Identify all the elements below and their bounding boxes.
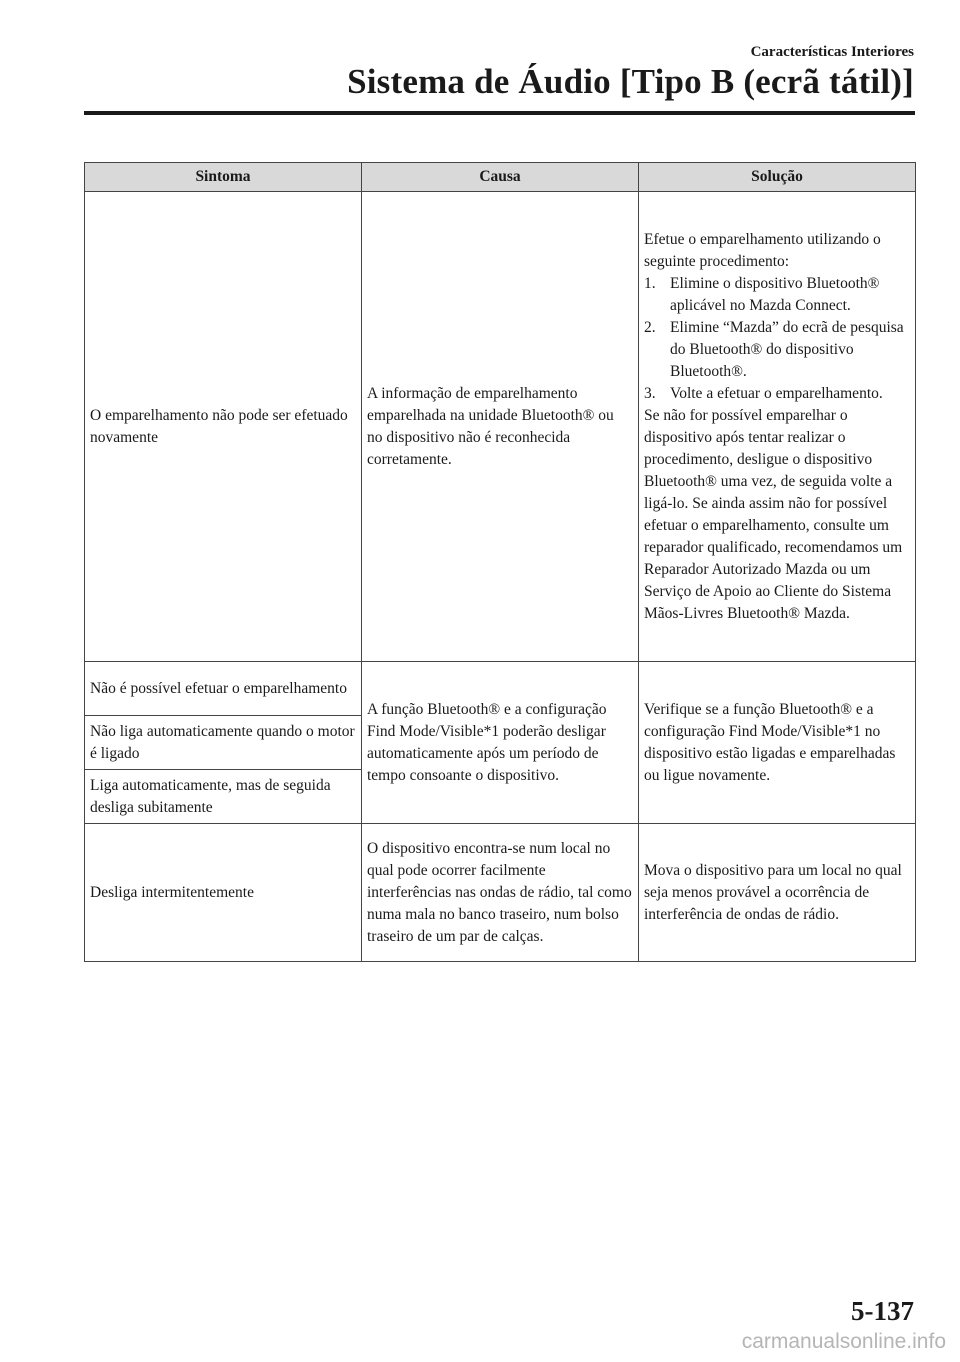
symptom-cell: Desliga intermitentemente	[85, 824, 362, 962]
table-row	[85, 662, 916, 716]
step-text: Volte a efetuar o emparelhamento.	[670, 384, 883, 402]
column-header-solution: Solução	[639, 163, 916, 192]
procedure-step	[644, 317, 910, 383]
table-row	[85, 192, 916, 662]
column-header-cause: Causa	[362, 163, 639, 192]
solution-cell: Mova o dispositivo para um local no qual seja menos provável a ocorrência de interferência de ondas de rádio.	[639, 824, 916, 962]
section-label: Características Interiores	[750, 44, 914, 60]
page-title: Sistema de Áudio [Tipo B (ecrã tátil)]	[347, 62, 914, 101]
step-number: 2.	[644, 318, 656, 336]
symptom-cell: O emparelhamento não pode ser efetuado novamente	[85, 192, 362, 662]
step-number: 1.	[644, 274, 656, 292]
solution-intro: Efetue o emparelhamento utilizando o seguinte procedimento:	[644, 230, 881, 270]
procedure-step	[644, 273, 910, 317]
step-text: Elimine o dispositivo Bluetooth® aplicável no Mazda Connect.	[670, 274, 880, 314]
solution-cell: Verifique se a função Bluetooth® e a configuração Find Mode/Visible*1 no dispositivo estão ligadas e emparelhadas ou ligue novamente.	[639, 662, 916, 824]
step-text: Elimine “Mazda” do ecrã de pesquisa do Bluetooth® do dispositivo Bluetooth®.	[670, 318, 904, 380]
page-number: 5-137	[851, 1296, 914, 1326]
cause-cell: A função Bluetooth® e a configuração Find Mode/Visible*1 poderão desligar automaticamente após um período de tempo consoante o dispositivo.	[362, 662, 639, 824]
header-divider	[84, 111, 915, 115]
watermark: carmanualsonline.info	[741, 1330, 946, 1353]
step-number: 3.	[644, 384, 656, 402]
table-header-row	[85, 163, 916, 192]
symptom-cell: Liga automaticamente, mas de seguida desliga subitamente	[85, 770, 362, 824]
solution-outro: Se não for possível emparelhar o dispositivo após tentar realizar o procedimento, desligue o dispositivo Bluetooth® uma vez, de seguida volte a ligá-lo. Se ainda assim não for possível efetuar o emparelhamento, consulte um reparador qualificado, recomendamos um Reparador Autorizado Mazda ou um Serviço de Apoio ao Cliente do Sistema Mãos-Livres Bluetooth® Mazda.	[644, 406, 903, 622]
cause-cell: A informação de emparelhamento emparelhada na unidade Bluetooth® ou no dispositivo não é reconhecida corretamente.	[362, 192, 639, 662]
solution-cell	[639, 192, 916, 662]
column-header-symptom: Sintoma	[85, 163, 362, 192]
table-row	[85, 824, 916, 962]
symptom-cell: Não liga automaticamente quando o motor é ligado	[85, 716, 362, 770]
symptom-cell: Não é possível efetuar o emparelhamento	[85, 662, 362, 716]
troubleshooting-table	[84, 162, 916, 962]
procedure-step	[644, 383, 910, 405]
cause-cell: O dispositivo encontra-se num local no qual pode ocorrer facilmente interferências nas ondas de rádio, tal como numa mala no banco traseiro, num bolso traseiro de um par de calças.	[362, 824, 639, 962]
